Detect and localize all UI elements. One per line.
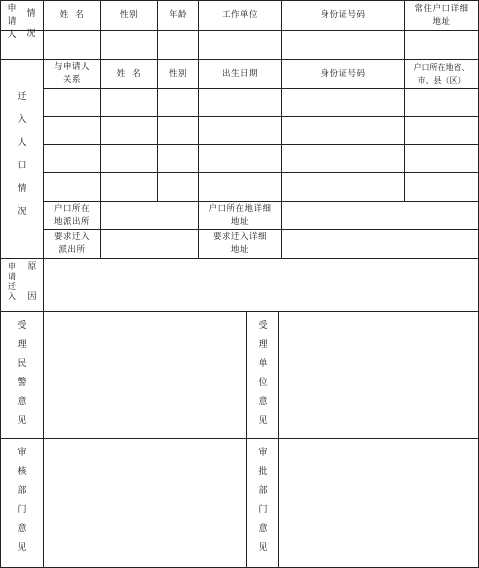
origin-address-label: 户口所在地详细 地址 [208, 203, 272, 227]
migrant-row[interactable] [44, 173, 478, 201]
header-employer: 工作单位 [221, 10, 258, 20]
applicant-employer-field[interactable] [199, 31, 281, 59]
applicant-gender-field[interactable] [101, 31, 157, 59]
rule [0, 0, 1, 568]
reason-label-right: 原 因 [27, 262, 37, 302]
header-migrant-name: 姓 名 [116, 68, 142, 79]
target-address-field[interactable] [282, 230, 478, 258]
applicant-id-field[interactable] [282, 31, 404, 59]
reason-field[interactable] [44, 259, 478, 311]
header-relation: 与申请人 关系 [53, 62, 90, 85]
header-origin: 户口所在地省、 市、县（区） [413, 63, 470, 85]
target-police-station-field[interactable] [101, 230, 198, 258]
receiving-unit-opinion-field[interactable] [279, 312, 478, 438]
officer-opinion-label: 受 理 民 警 意 见 [17, 321, 27, 426]
officer-opinion-field[interactable] [44, 312, 246, 438]
migrants-section-label: 迁 入 人 口 情 况 [17, 92, 27, 217]
approval-dept-opinion-label: 审 批 部 门 意 见 [258, 448, 268, 553]
applicant-address-field[interactable] [405, 31, 478, 59]
review-dept-opinion-label: 审 核 部 门 意 见 [17, 448, 27, 553]
origin-police-station-label: 户口所在 地派出所 [53, 203, 90, 227]
applicant-name-field[interactable] [44, 31, 100, 59]
header-gender: 性别 [119, 10, 138, 20]
header-residence-address: 常住户口详细 地址 [414, 3, 469, 27]
header-id-number: 身份证号码 [320, 10, 366, 20]
header-migrant-id: 身份证号码 [320, 68, 366, 79]
origin-address-field[interactable] [282, 202, 478, 229]
target-police-station-label: 要求迁入 派出所 [53, 232, 90, 255]
migrant-row[interactable] [44, 145, 478, 172]
review-dept-opinion-field[interactable] [44, 439, 246, 567]
applicant-label-left: 申 请 人 [7, 4, 17, 40]
reason-label-left: 申 请 迁 入 [8, 262, 16, 301]
header-migrant-gender: 性别 [168, 68, 187, 79]
target-address-label: 要求迁入详细 地址 [212, 232, 267, 255]
migrant-row[interactable] [44, 117, 478, 144]
rule [246, 311, 247, 568]
applicant-age-field[interactable] [158, 31, 198, 59]
approval-dept-opinion-field[interactable] [279, 439, 478, 567]
header-birth-date: 出生日期 [221, 68, 258, 79]
migrant-row[interactable] [44, 89, 478, 116]
origin-police-station-field[interactable] [101, 202, 198, 229]
header-age: 年龄 [168, 10, 187, 20]
receiving-unit-opinion-label: 受 理 单 位 意 见 [258, 321, 268, 426]
applicant-label-right: 情 况 [26, 9, 36, 39]
header-name: 姓 名 [59, 10, 85, 20]
